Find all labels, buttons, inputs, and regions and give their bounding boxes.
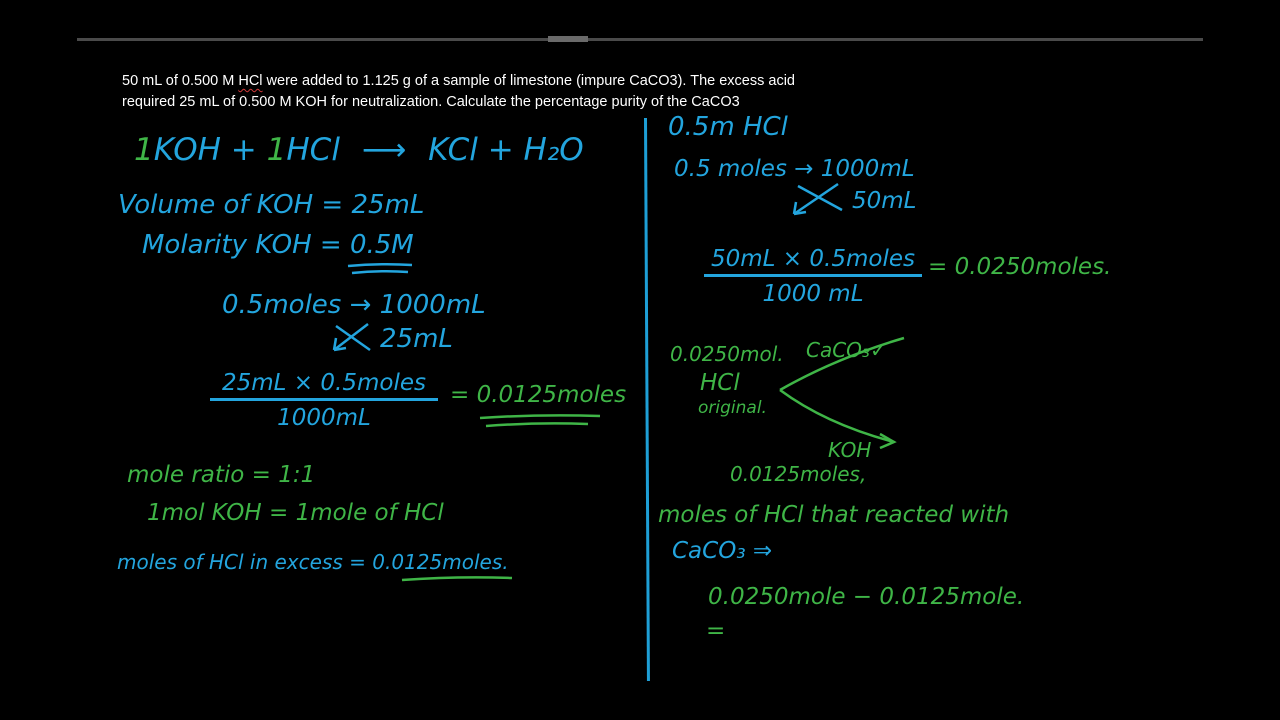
video-progress-handle[interactable] <box>548 36 588 42</box>
mole-equivalence: 1mol KOH = 1mole of HCl <box>147 500 444 526</box>
right-target-volume: 50mL <box>852 188 917 214</box>
left-fraction-numerator: 25mL × 0.5moles <box>222 370 426 396</box>
right-cross-arrow <box>788 180 848 220</box>
mole-ratio: mole ratio = 1:1 <box>127 462 316 488</box>
balanced-equation <box>134 132 584 168</box>
original-hcl-amount: 0.0250mol. <box>670 342 784 366</box>
branch-koh: KOH <box>828 438 872 462</box>
hcl-spellcheck-mark: HCl <box>238 73 263 89</box>
check-icon: ✓ <box>869 338 887 362</box>
original-label: original. <box>698 398 767 418</box>
koh-amount: 0.0125moles, <box>730 462 867 486</box>
right-calc-result: = 0.0250moles. <box>928 254 1112 280</box>
left-fraction-denominator: 1000mL <box>277 405 371 431</box>
left-result-underline <box>476 412 606 432</box>
left-fraction-bar <box>210 398 438 401</box>
column-divider <box>644 118 650 681</box>
right-fraction <box>704 246 922 307</box>
reacted-line-1: moles of HCl that reacted with <box>658 502 1010 528</box>
volume-koh: Volume of KOH = 25mL <box>118 190 425 220</box>
problem-statement <box>122 71 922 113</box>
right-hcl-concentration: 0.5m HCl <box>668 112 788 142</box>
branch-caco3 <box>806 338 887 362</box>
equals-sign: = <box>706 618 726 644</box>
molarity-label: Molarity KOH = <box>142 230 350 260</box>
reaction-arrow: ⟶ <box>361 132 407 168</box>
molarity-koh <box>142 230 414 260</box>
equation-reactant-koh: KOH + <box>153 132 257 168</box>
right-fraction-numerator: 50mL × 0.5moles <box>711 246 915 272</box>
left-cross-arrow <box>330 320 376 356</box>
subtraction-step: 0.0250mole − 0.0125mole. <box>708 584 1025 610</box>
excess-value: 0.0125moles. <box>372 550 509 574</box>
right-fraction-denominator: 1000 mL <box>762 281 864 307</box>
right-moles-per-volume: 0.5 moles → 1000mL <box>674 156 915 182</box>
left-moles-per-volume: 0.5moles → 1000mL <box>222 290 486 320</box>
original-hcl-label: HCl <box>700 370 740 396</box>
caco3-label: CaCO₃ <box>806 338 870 362</box>
equation-reactant-hcl: HCl <box>286 132 340 168</box>
excess-label: moles of HCl in excess = <box>117 550 373 574</box>
problem-line-1: 50 mL of 0.500 M HCl were added to 1.125 g of a sample of limestone (impure CaCO3). The excess acid <box>122 73 795 89</box>
left-target-volume: 25mL <box>380 324 453 354</box>
equation-coefficient-koh: 1 <box>134 132 154 168</box>
video-progress-track[interactable] <box>77 38 1203 41</box>
right-fraction-bar <box>704 274 922 277</box>
equation-coefficient-hcl: 1 <box>266 132 287 168</box>
moles-hcl-excess <box>117 550 509 574</box>
left-calc-result: = 0.0125moles <box>450 382 627 408</box>
reacted-line-2: CaCO₃ ⇒ <box>672 538 773 564</box>
left-fraction <box>210 370 438 431</box>
molarity-double-underline <box>346 262 416 276</box>
equation-products: KCl + H₂O <box>428 132 584 168</box>
excess-underline <box>398 574 518 586</box>
problem-line-2: required 25 mL of 0.500 M KOH for neutralization. Calculate the percentage purity of the CaCO3 <box>122 94 740 110</box>
molarity-value: 0.5M <box>349 230 414 260</box>
